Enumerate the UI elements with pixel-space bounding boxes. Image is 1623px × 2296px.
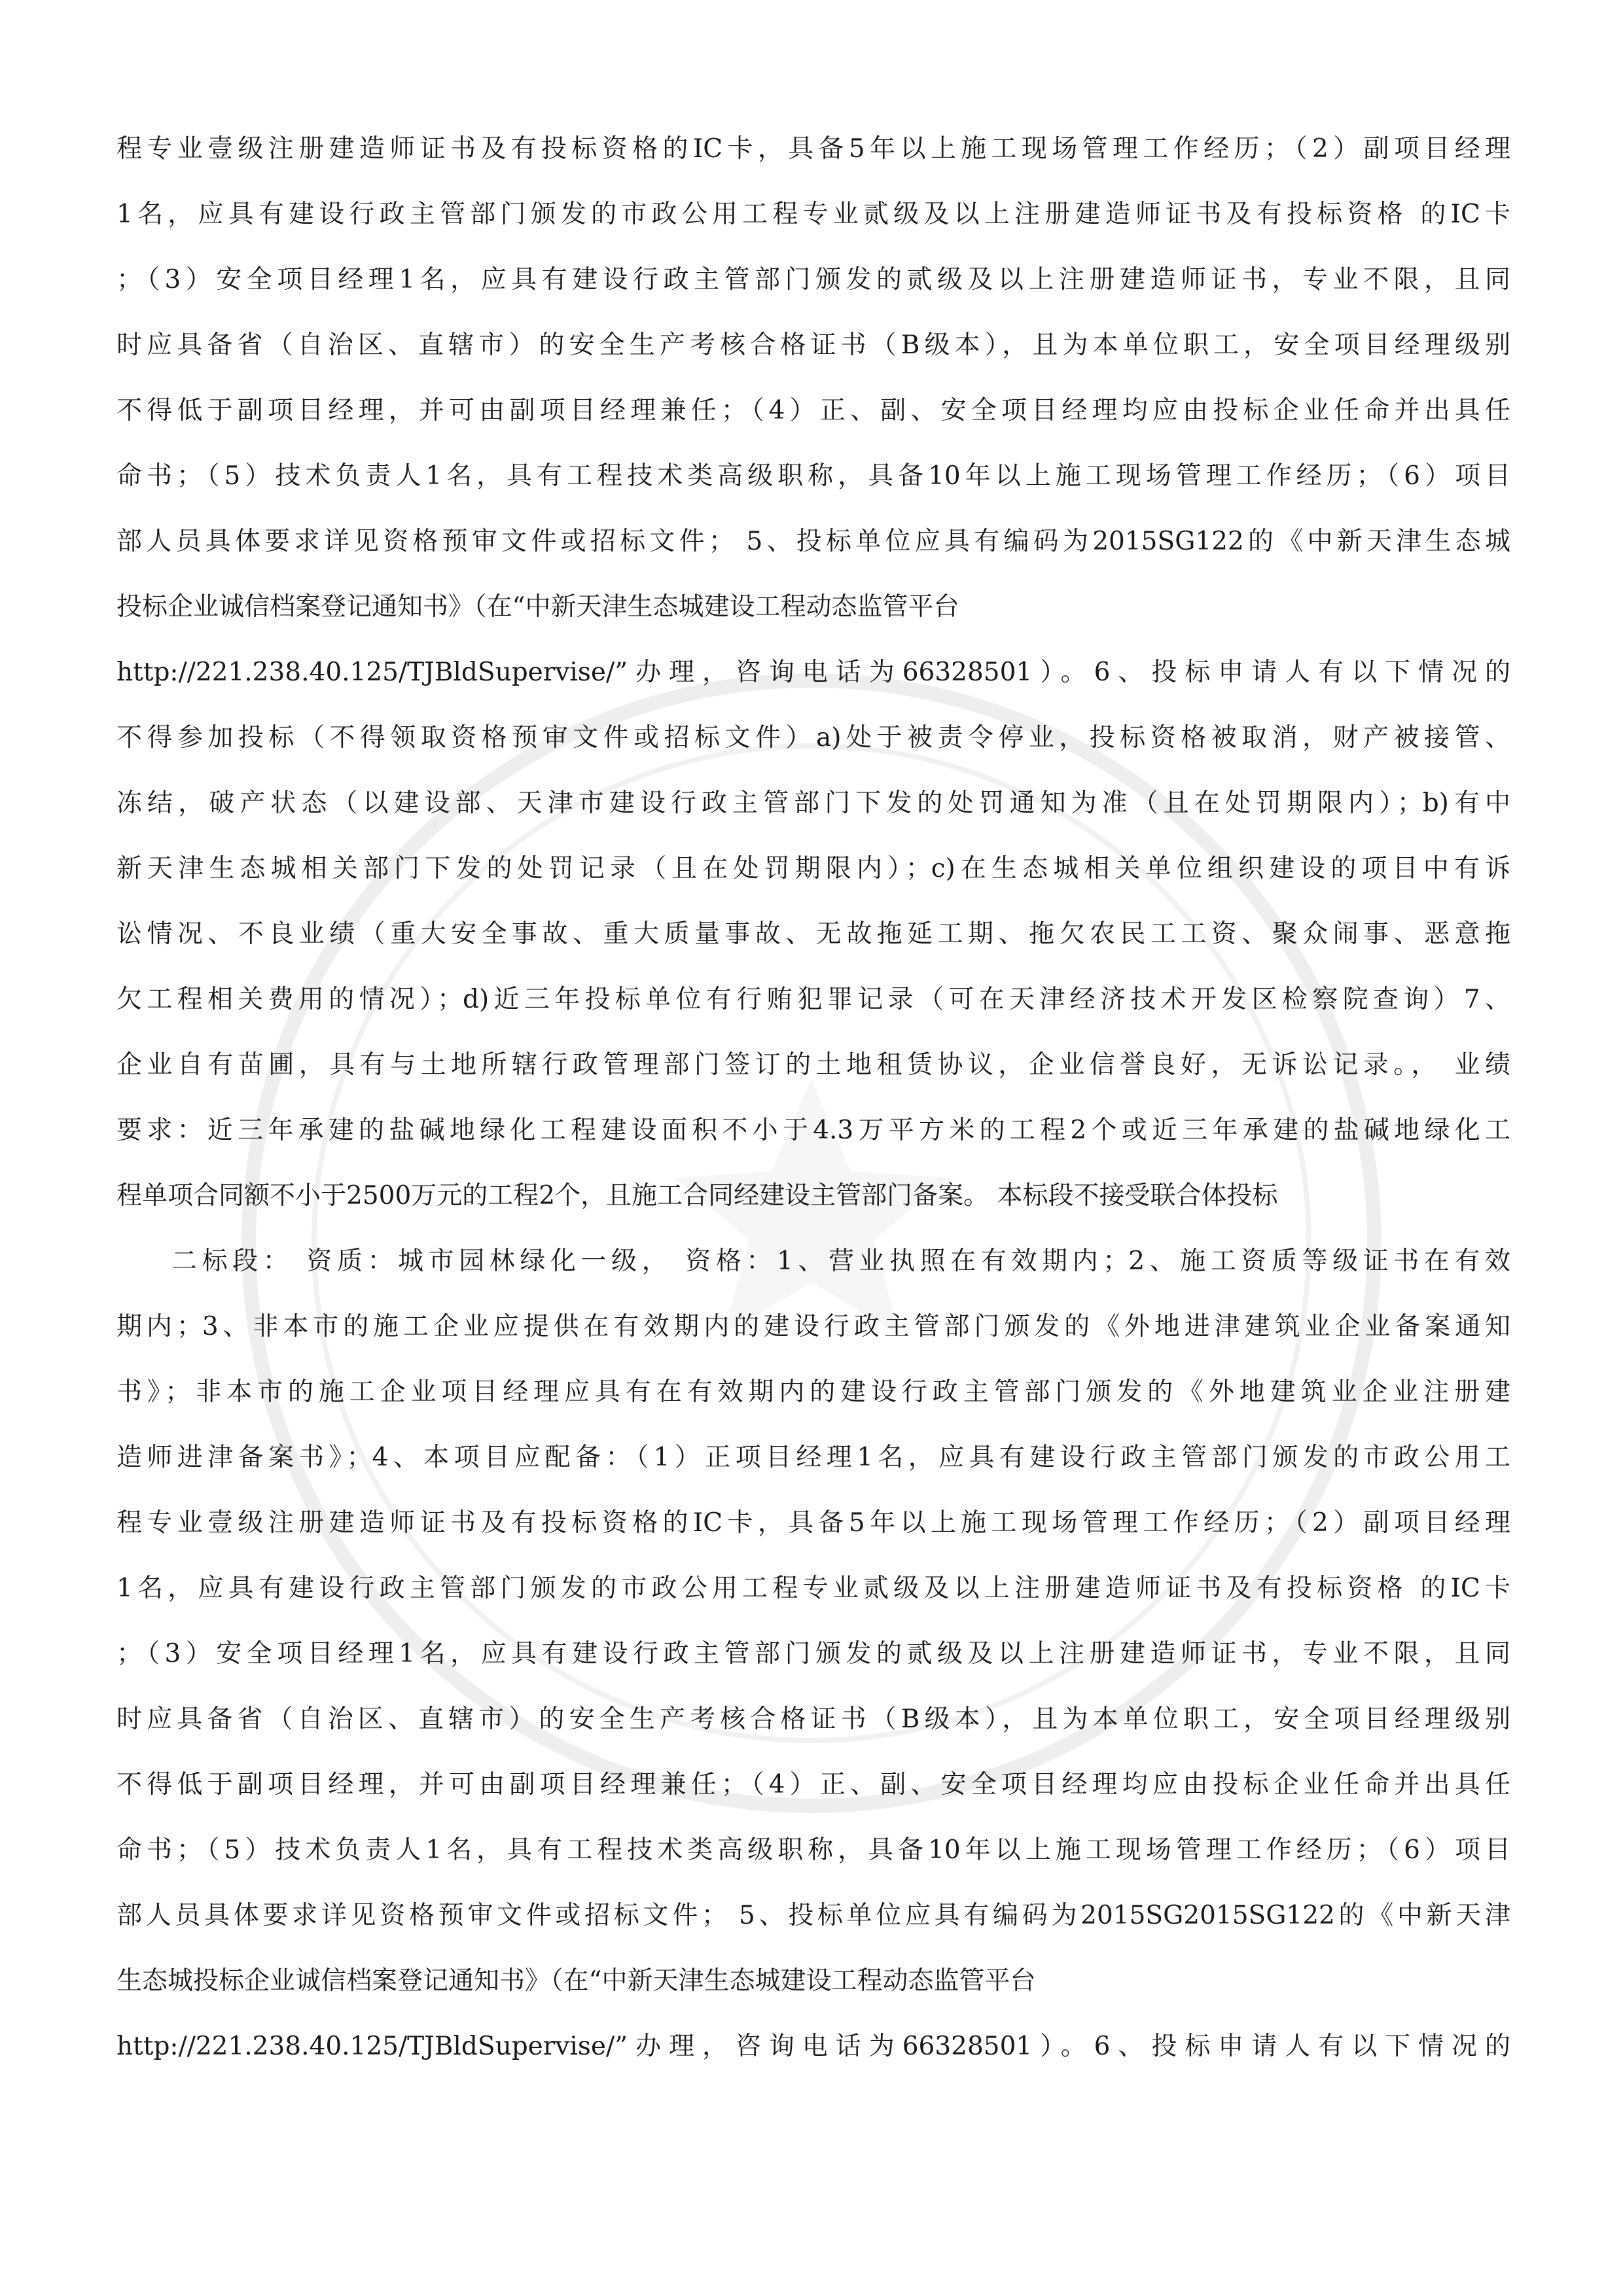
text-line: 不得低于副项目经理，并可由副项目经理兼任；（4）正、副、安全项目经理均应由投标企业任命并出具任 [116, 1770, 1510, 1799]
text-line: 时应具备省（自治区、直辖市）的安全生产考核合格证书（B级本），且为本单位职工，安全项目经理级别 [116, 330, 1510, 360]
text-line: 冻结，破产状态（以建设部、天津市建设行政主管部门下发的处罚通知为准（且在处罚期限内）；b)有中 [116, 788, 1510, 818]
text-line: http://221.238.40.125/TJBldSupervise/”办理，咨询电话为66328501）。6、投标申请人有以下情况的 [116, 658, 1510, 687]
text-line: 企业自有苗圃，具有与土地所辖行政管理部门签订的土地租赁协议，企业信誉良好，无诉讼记录。， 业绩 [116, 1050, 1510, 1080]
text-line: 命书；（5）技术负责人1名，具有工程技术类高级职称，具备10年以上施工现场管理工作经历；（6）项目 [116, 461, 1510, 491]
text-line: ；（3）安全项目经理1名，应具有建设行政主管部门颁发的贰级及以上注册建造师证书，专业不限，且同 [116, 1639, 1510, 1669]
text-line: 讼情况、不良业绩（重大安全事故、重大质量事故、无故拖延工期、拖欠农民工工资、聚众闹事、恶意拖 [116, 919, 1510, 949]
text-line: 命书；（5）技术负责人1名，具有工程技术类高级职称，具备10年以上施工现场管理工作经历；（6）项目 [116, 1835, 1510, 1865]
text-line: 投标企业诚信档案登记通知书》（在“中新天津生态城建设工程动态监管平台 [116, 592, 959, 622]
text-line: 新天津生态城相关部门下发的处罚记录（且在处罚期限内）；c)在生态城相关单位组织建设的项目中有诉 [116, 854, 1510, 883]
text-line: ；（3）安全项目经理1名，应具有建设行政主管部门颁发的贰级及以上注册建造师证书，专业不限，且同 [116, 265, 1510, 294]
text-line: 时应具备省（自治区、直辖市）的安全生产考核合格证书（B级本），且为本单位职工，安全项目经理级别 [116, 1704, 1510, 1734]
text-line: http://221.238.40.125/TJBldSupervise/”办理，咨询电话为66328501）。6、投标申请人有以下情况的 [116, 2032, 1510, 2061]
text-line: 欠工程相关费用的情况）；d)近三年投标单位有行贿犯罪记录（可在天津经济技术开发区检察院查询）7、 [116, 985, 1510, 1014]
text-line: 程专业壹级注册建造师证书及有投标资格的IC卡，具备5年以上施工现场管理工作经历；（2）副项目经理 [116, 134, 1510, 164]
text-line: 不得低于副项目经理，并可由副项目经理兼任；（4）正、副、安全项目经理均应由投标企业任命并出具任 [116, 396, 1510, 425]
text-line: 生态城投标企业诚信档案登记通知书》（在“中新天津生态城建设工程动态监管平台 [116, 1966, 1036, 1996]
text-line: 部人员具体要求详见资格预审文件或招标文件； 5、投标单位应具有编码为2015SG122的《中新天津生态城 [116, 527, 1510, 556]
text-line: 1名，应具有建设行政主管部门颁发的市政公用工程专业贰级及以上注册建造师证书及有投标资格 的IC卡 [116, 200, 1510, 229]
text-line: 二标段： 资质：城市园林绿化一级， 资格：1、营业执照在有效期内；2、施工资质等级证书在有效 [171, 1246, 1510, 1276]
text-line: 1名，应具有建设行政主管部门颁发的市政公用工程专业贰级及以上注册建造师证书及有投标资格 的IC卡 [116, 1574, 1510, 1603]
text-line: 部人员具体要求详见资格预审文件或招标文件； 5、投标单位应具有编码为2015SG2015SG122的《中新天津 [116, 1901, 1510, 1930]
text-line: 书》；非本市的施工企业项目经理应具有在有效期内的建设行政主管部门颁发的《外地建筑业企业注册建 [116, 1377, 1510, 1407]
text-line: 要求：近三年承建的盐碱地绿化工程建设面积不小于4.3万平方米的工程2个或近三年承建的盐碱地绿化工 [116, 1116, 1510, 1145]
text-line: 程单项合同额不小于2500万元的工程2个，且施工合同经建设主管部门备案。 本标段不接受联合体投标 [116, 1181, 1278, 1210]
text-line: 期内；3、非本市的施工企业应提供在有效期内的建设行政主管部门颁发的《外地进津建筑业企业备案通知 [116, 1312, 1510, 1341]
text-line: 造师进津备案书》；4、本项目应配备：（1）正项目经理1名，应具有建设行政主管部门颁发的市政公用工 [116, 1443, 1510, 1472]
text-line: 程专业壹级注册建造师证书及有投标资格的IC卡，具备5年以上施工现场管理工作经历；（2）副项目经理 [116, 1508, 1510, 1538]
text-line: 不得参加投标（不得领取资格预审文件或招标文件）a)处于被责令停业，投标资格被取消，财产被接管、 [116, 723, 1510, 752]
